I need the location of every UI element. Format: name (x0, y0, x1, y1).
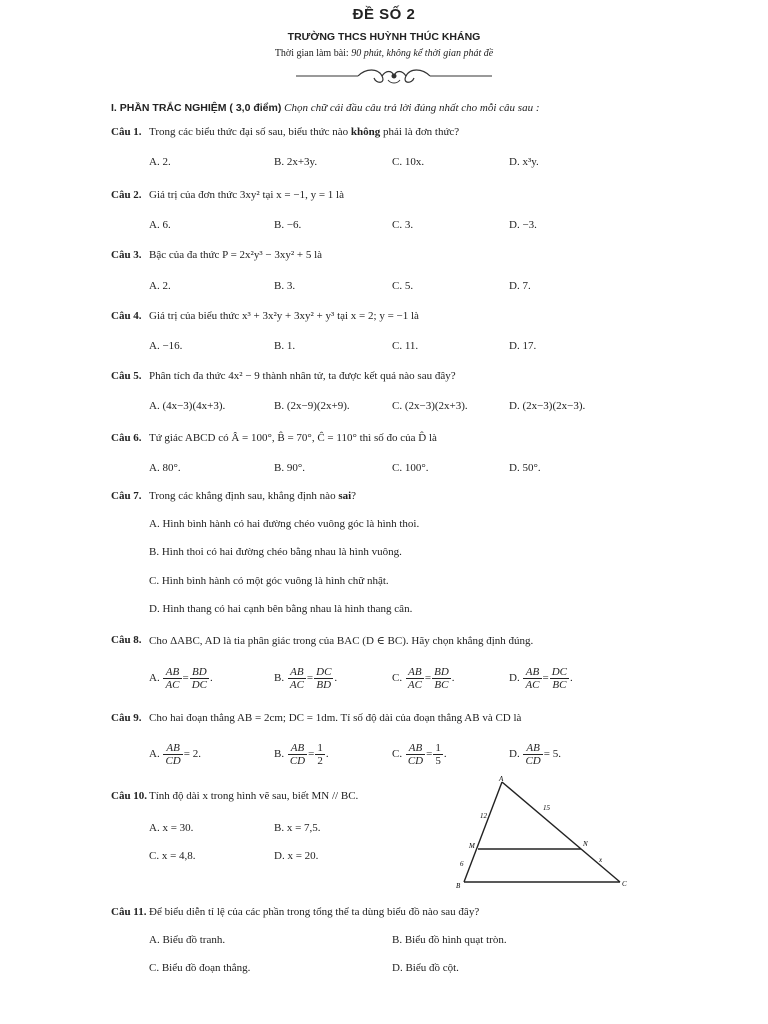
question-number: Câu 5. (111, 370, 142, 382)
exam-title: ĐỀ SỐ 2 (352, 6, 416, 23)
q7-option-b[interactable]: B. Hình thoi có hai đường chéo bằng nhau là hình vuông. (149, 546, 402, 558)
numerator: AB (406, 742, 425, 755)
numerator: 1 (317, 742, 323, 754)
label-an-length: 15 (543, 804, 550, 812)
numerator: BD (434, 666, 449, 678)
q3-option-d[interactable]: D. 7. (509, 280, 531, 292)
label-am-length: 12 (480, 812, 487, 820)
q6-option-b[interactable]: B. 90°. (274, 462, 305, 474)
denominator: BD (316, 679, 332, 691)
denominator: AC (407, 679, 422, 691)
question-text-bold: sai (338, 490, 352, 502)
denominator: CD (407, 755, 424, 767)
numerator: AB (163, 666, 181, 679)
label-m: M (469, 842, 475, 850)
denominator: AC (525, 679, 540, 691)
q8-option-d[interactable]: D. $\frac{AB}{AC}$ = $\frac{DC}{BC}$ . (509, 666, 573, 691)
fraction (163, 742, 182, 767)
numerator: DC (316, 666, 332, 678)
denominator: CD (289, 755, 306, 767)
fraction (406, 666, 424, 691)
side-ab (464, 782, 502, 882)
time-value: 90 phút, không kể thời gian phát đề (351, 48, 494, 59)
q6-option-a[interactable]: A. 80°. (149, 462, 181, 474)
q6-option-c[interactable]: C. 100°. (392, 462, 429, 474)
q4-option-a[interactable]: A. −16. (149, 340, 183, 352)
fraction (190, 666, 209, 691)
q2-option-c[interactable]: C. 3. (392, 219, 414, 231)
q11-option-b[interactable]: B. Biểu đồ hình quạt tròn. (392, 934, 507, 946)
option-label: D. (509, 672, 520, 685)
option-label: A. (149, 748, 160, 761)
option-value: = 5. (543, 748, 561, 761)
q5-option-d[interactable]: D. (2x−3)(2x−3). (509, 400, 586, 412)
q3-option-a[interactable]: A. 2. (149, 280, 171, 292)
q7-option-a[interactable]: A. Hình bình hành có hai đường chéo vuông góc là hình thoi. (149, 518, 420, 530)
label-a: A (499, 776, 504, 783)
q8-option-c[interactable]: C. $\frac{AB}{AC}$ = $\frac{BD}{BC}$ . (392, 666, 455, 691)
option-label: C. (392, 748, 403, 761)
q11-option-d[interactable]: D. Biểu đồ cột. (392, 962, 459, 974)
question-text (149, 490, 356, 502)
q3-option-c[interactable]: C. 5. (392, 280, 414, 292)
numerator: AB (523, 742, 542, 755)
question-text-part: phải là đơn thức? (380, 126, 460, 138)
question-number: Câu 2. (111, 189, 142, 201)
fraction (314, 666, 333, 691)
denominator: AC (165, 679, 180, 691)
q2-option-b[interactable]: B. −6. (274, 219, 302, 231)
q10-option-b[interactable]: B. x = 7,5. (274, 822, 321, 834)
question-text: Cho ΔABC, AD là tia phân giác trong của BAC (D ∈ BC). Hãy chọn khẳng định đúng. (149, 635, 534, 647)
time-info (0, 48, 768, 59)
denominator: BC (434, 679, 449, 691)
q8-option-a[interactable]: A. $\frac{AB}{AC}$ = $\frac{BD}{DC}$ . (149, 666, 213, 691)
question-text (149, 126, 459, 138)
q5-option-b[interactable]: B. (2x−9)(2x+9). (274, 400, 350, 412)
option-label: B. (274, 748, 285, 761)
option-label: C. (392, 672, 403, 685)
option-label: D. (509, 748, 520, 761)
numerator: AB (406, 666, 424, 679)
q5-option-a[interactable]: A. (4x−3)(4x+3). (149, 400, 226, 412)
fraction (433, 742, 443, 767)
question-number: Câu 6. (111, 432, 142, 444)
q4-option-c[interactable]: C. 11. (392, 340, 419, 352)
fraction (163, 666, 181, 691)
fraction (523, 742, 542, 767)
denominator: AC (289, 679, 304, 691)
q4-option-d[interactable]: D. 17. (509, 340, 537, 352)
question-text: Cho hai đoạn thẳng AB = 2cm; DC = 1dm. Tỉ số độ dài của đoạn thẳng AB và CD là (149, 712, 522, 724)
ornament-divider-icon (296, 66, 492, 86)
denominator: DC (191, 679, 208, 691)
question-text: Tính độ dài x trong hình vẽ sau, biết MN // BC. (149, 790, 359, 802)
question-number: Câu 4. (111, 310, 142, 322)
question-text-part: Trong các biểu thức đại số sau, biểu thức nào (149, 126, 351, 138)
numerator: AB (288, 742, 307, 755)
question-number: Câu 7. (111, 490, 142, 502)
question-number: Câu 10. (111, 790, 148, 802)
question-text: Giá trị của đơn thức 3xy² tại x = −1, y = 1 là (149, 189, 344, 201)
q11-option-a[interactable]: A. Biểu đồ tranh. (149, 934, 226, 946)
question-text: Để biểu diễn tỉ lệ của các phần trong tổng thể ta dùng biểu đồ nào sau đây? (149, 906, 480, 918)
question-number: Câu 3. (111, 249, 142, 261)
q9-option-d[interactable] (509, 742, 561, 767)
question-text: Giá trị của biểu thức x³ + 3x²y + 3xy² + y³ tại x = 2; y = −1 là (149, 310, 419, 322)
q2-option-a[interactable]: A. 6. (149, 219, 171, 231)
section-heading (111, 102, 711, 114)
denominator: CD (165, 755, 181, 767)
section-instruction: Chọn chữ cái đầu câu trả lời đúng nhất cho mỗi câu sau : (284, 102, 540, 114)
q1-option-d[interactable]: D. x³y. (509, 156, 539, 168)
q9-option-c[interactable]: C. $\frac{AB}{CD}$ = $\frac{1}{5}$ . (392, 742, 447, 767)
q1-option-c[interactable]: C. 10x. (392, 156, 425, 168)
fraction (288, 666, 306, 691)
fraction (432, 666, 451, 691)
section-title: I. PHẦN TRẮC NGHIỆM ( 3,0 điểm) (111, 102, 282, 114)
triangle-figure (452, 776, 632, 892)
q11-option-c[interactable]: C. Biểu đồ đoạn thẳng. (149, 962, 251, 974)
numerator: AB (523, 666, 541, 679)
numerator: DC (551, 666, 568, 678)
fraction (523, 666, 541, 691)
q4-option-b[interactable]: B. 1. (274, 340, 296, 352)
numerator: 1 (435, 742, 441, 754)
fraction (288, 742, 307, 767)
fraction (406, 742, 425, 767)
denominator: BC (552, 679, 567, 691)
denominator: 2 (317, 755, 323, 767)
side-ac (502, 782, 620, 882)
q6-option-d[interactable]: D. 50°. (509, 462, 541, 474)
denominator: 5 (435, 755, 441, 767)
question-text-bold: không (350, 126, 381, 138)
numerator: AB (163, 742, 182, 755)
question-text: Tứ giác ABCD có Â = 100°, B̂ = 70°, Ĉ = 110° thì số đo của D̂ là (149, 432, 437, 444)
question-number: Câu 8. (111, 634, 142, 646)
q7-option-c[interactable]: C. Hình bình hành có một góc vuông là hình chữ nhật. (149, 575, 389, 587)
q10-option-a[interactable]: A. x = 30. (149, 822, 194, 834)
question-number: Câu 11. (111, 906, 147, 918)
question-text: Bậc của đa thức P = 2x²y³ − 3xy² + 5 là (149, 249, 323, 261)
question-text: Phân tích đa thức 4x² − 9 thành nhân tử, ta được kết quả nào sau đây? (149, 370, 456, 382)
q9-option-b[interactable]: B. $\frac{AB}{CD}$ = $\frac{1}{2}$ . (274, 742, 329, 767)
option-label: A. (149, 672, 160, 685)
label-mb-length: 6 (460, 860, 464, 868)
question-number: Câu 1. (111, 126, 142, 138)
option-value: = 2. (183, 748, 201, 761)
numerator: BD (190, 666, 209, 679)
q8-option-b[interactable]: B. $\frac{AB}{AC}$ = $\frac{DC}{BD}$ . (274, 666, 338, 691)
label-nc-length: x (599, 856, 603, 864)
fraction (315, 742, 325, 767)
time-prefix: Thời gian làm bài: (274, 48, 352, 59)
question-text-part: Trong các khẳng định sau, khẳng định nào (149, 490, 339, 502)
q1-option-a[interactable]: A. 2. (149, 156, 171, 168)
q9-option-a[interactable] (149, 742, 201, 767)
numerator: AB (288, 666, 306, 679)
fraction (550, 666, 569, 691)
q7-option-d[interactable]: D. Hình thang có hai cạnh bên bằng nhau là hình thang cân. (149, 603, 413, 615)
label-n: N (583, 840, 588, 848)
label-c: C (622, 880, 627, 888)
q10-option-d[interactable]: D. x = 20. (274, 850, 319, 862)
q2-option-d[interactable]: D. −3. (509, 219, 537, 231)
question-text-part: ? (351, 490, 357, 502)
option-label: B. (274, 672, 285, 685)
school-name: TRƯỜNG THCS HUỲNH THÚC KHÁNG (287, 31, 481, 43)
q5-option-c[interactable]: C. (2x−3)(2x+3). (392, 400, 468, 412)
question-number: Câu 9. (111, 712, 142, 724)
q10-option-c[interactable]: C. x = 4,8. (149, 850, 196, 862)
label-b: B (456, 882, 461, 890)
denominator: CD (525, 755, 541, 767)
q3-option-b[interactable]: B. 3. (274, 280, 296, 292)
q1-option-b[interactable]: B. 2x+3y. (274, 156, 318, 168)
